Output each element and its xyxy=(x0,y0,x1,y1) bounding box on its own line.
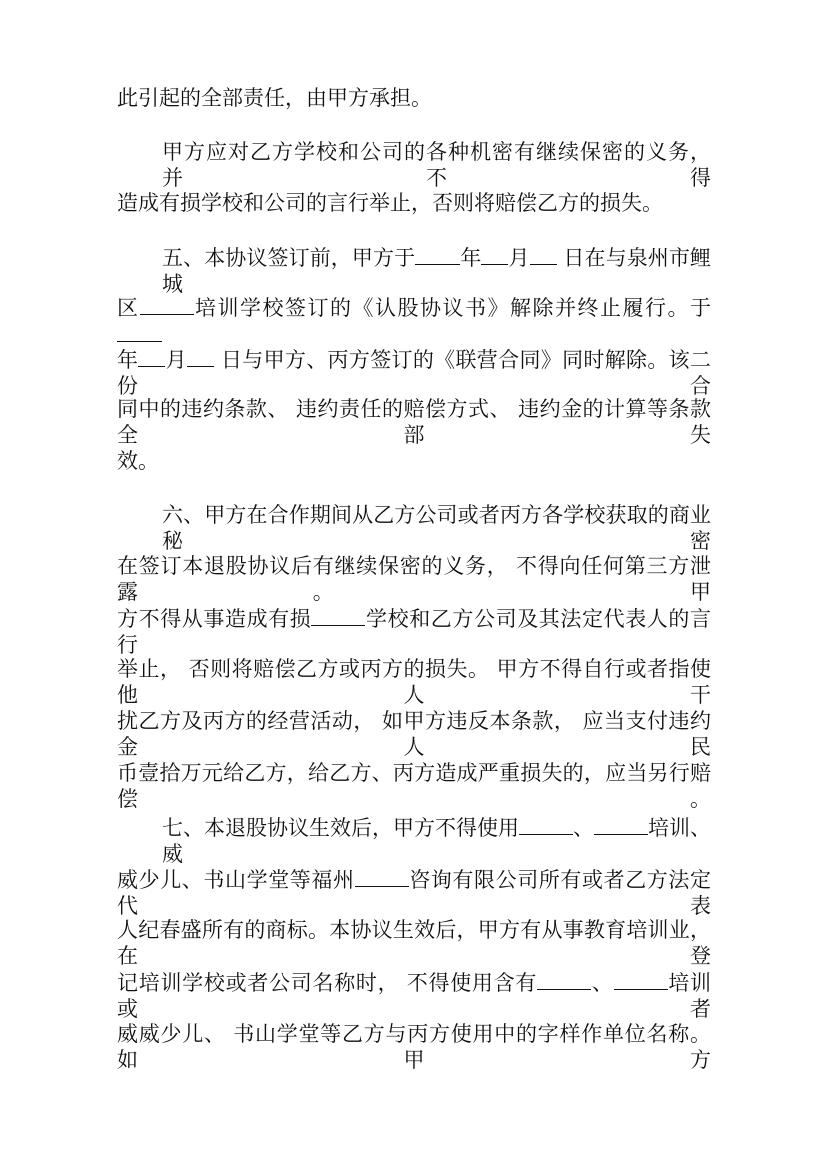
text-line: 同中的违约条款、 违约责任的赔偿方式、 违约金的计算等条款全部失 xyxy=(117,397,711,447)
text-line: 此引起的全部责任，由甲方承担。 xyxy=(117,86,432,110)
text-line: 造成有损学校和公司的言行举止，否则将赔偿乙方的损失。 xyxy=(117,191,663,215)
fill-in-blank xyxy=(187,346,214,367)
fill-in-blank xyxy=(415,244,460,265)
text-line: 扰乙方及丙方的经营活动， 如甲方违反本条款， 应当支付违约金人民 xyxy=(117,709,711,759)
fill-in-blank xyxy=(355,866,409,887)
text-line: 效。 xyxy=(117,449,159,473)
fill-in-blank xyxy=(594,814,648,835)
text-line: 年 月 日与甲方、丙方签订的《联营合同》同时解除。该二份合 xyxy=(117,348,711,398)
text-line: 威少儿、书山学堂等福州 咨询有限公司所有或者乙方法定代表 xyxy=(117,868,712,918)
text-line: 币壹拾万元给乙方，给乙方、丙方造成严重损失的，应当另行赔偿。 xyxy=(117,761,711,811)
text-line: 威威少儿、 书山学堂等乙方与丙方使用中的字样作单位名称。 如甲方 xyxy=(117,1022,711,1072)
fill-in-blank xyxy=(311,605,365,626)
fill-in-blank xyxy=(140,294,194,315)
text-line: 人纪春盛所有的商标。本协议生效后，甲方有从事教育培训业，在登 xyxy=(117,918,711,968)
text-line: 七、本退股协议生效后，甲方不得使用 、 培训、威 xyxy=(162,816,711,866)
fill-in-blank xyxy=(519,814,573,835)
fill-in-blank xyxy=(117,321,162,342)
text-line: 举止， 否则将赔偿乙方或丙方的损失。 甲方不得自行或者指使他人干 xyxy=(117,657,711,707)
text-line: 六、甲方在合作期间从乙方公司或者丙方各学校获取的商业秘密 xyxy=(162,503,711,553)
text-line: 在签订本退股协议后有继续保密的义务， 不得向任何第三方泄露。 甲 xyxy=(117,554,711,604)
fill-in-blank xyxy=(537,969,591,990)
text-line: 方不得从事造成有损 学校和乙方公司及其法定代表人的言行 xyxy=(117,607,712,657)
fill-in-blank xyxy=(614,969,668,990)
fill-in-blank xyxy=(138,346,165,367)
text-line: 记培训学校或者公司名称时， 不得使用含有 、 培训或者 xyxy=(117,971,712,1021)
text-line: 区 培训学校签订的《认股协议书》解除并终止履行。于 xyxy=(117,294,711,320)
fill-in-blank xyxy=(481,244,508,265)
text-line: 五、本协议签订前，甲方于 年 月 日在与泉州市鲤城 xyxy=(162,246,712,296)
text-line: 甲方应对乙方学校和公司的各种机密有继续保密的义务， 并不得 xyxy=(162,140,711,190)
fill-in-blank xyxy=(530,244,557,265)
